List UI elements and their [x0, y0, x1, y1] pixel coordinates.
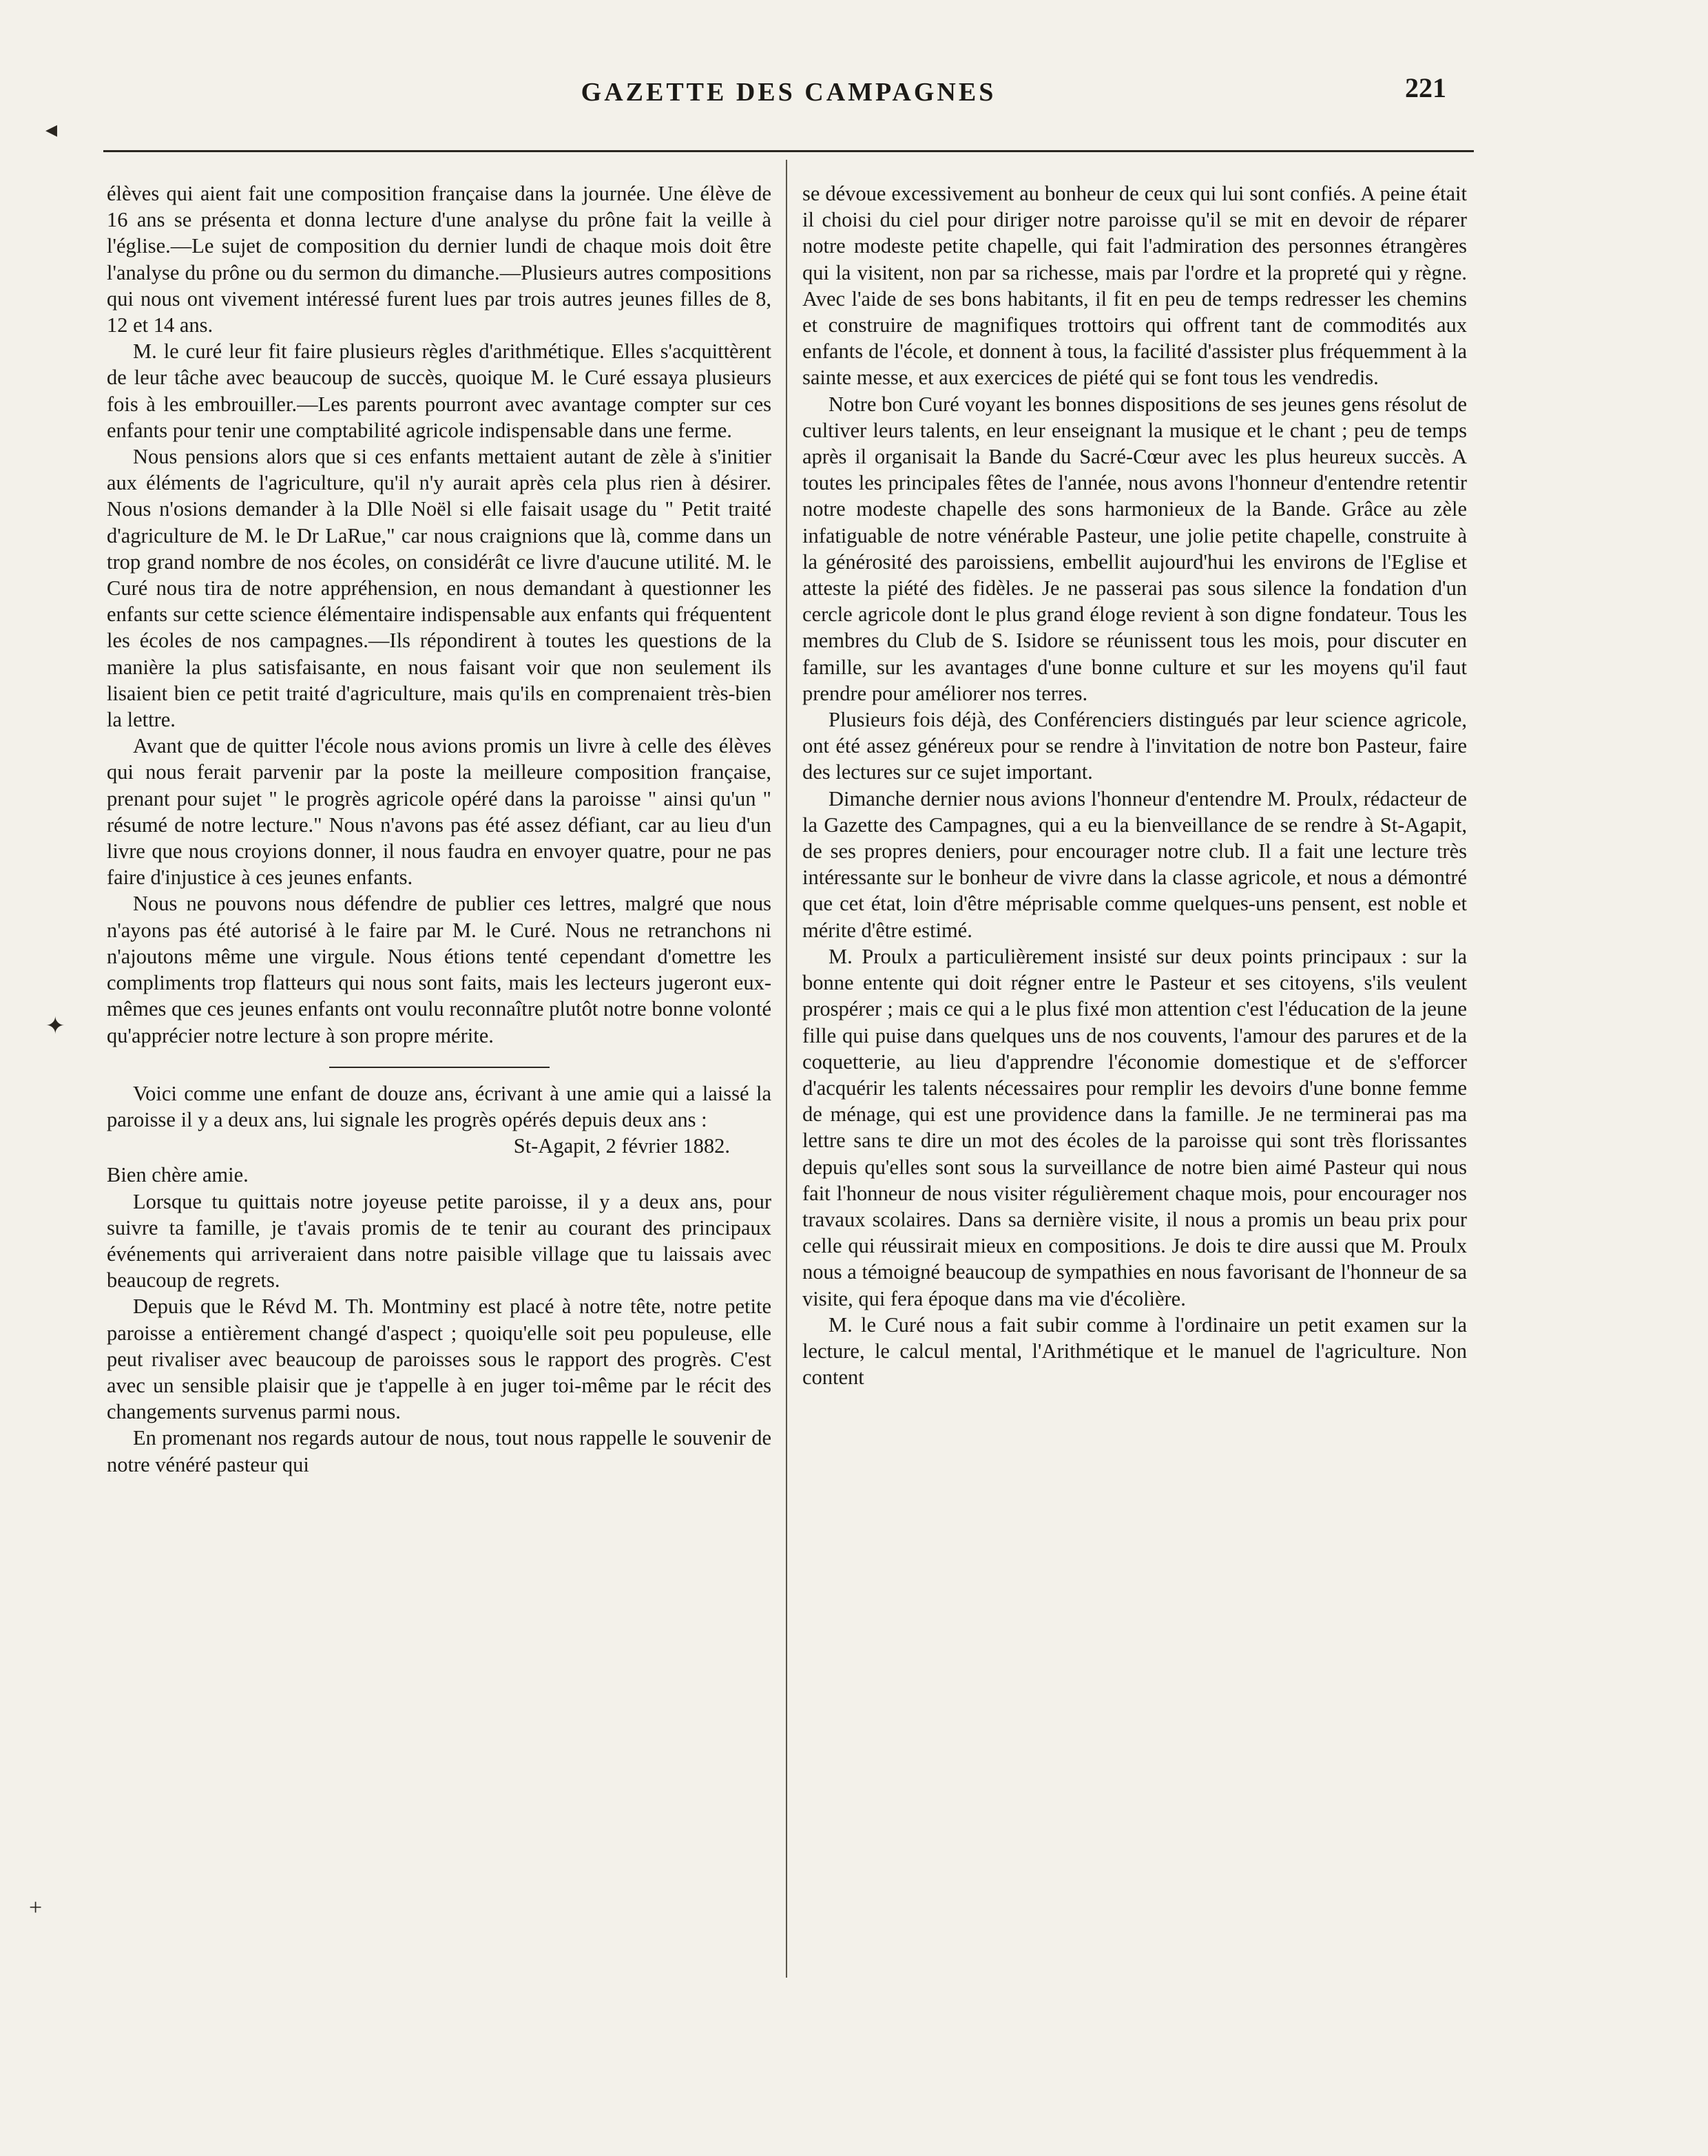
- paragraph: Depuis que le Révd M. Th. Montminy est placé à notre tête, notre petite paroisse a entièrement changé d'aspect ; quoiqu'elle soit peu populeuse, elle peut rivaliser avec beaucoup de paroisses sous le rapport des progrès. C'est avec un sensible plaisir que je t'appelle à en juger toi-même par le récit des changements survenus parmi nous.: [107, 1295, 771, 1424]
- paragraph: Notre bon Curé voyant les bonnes dispositions de ses jeunes gens résolut de cultiver leurs talents, en leur enseignant la musique et le chant ; peu de temps après il organisait la Bande du Sacré-Cœur avec les plus heureux succès. A toutes les principales fêtes de l'année, nous avons l'honneur d'entendre retentir notre modeste chapelle des sons harmonieux de la Bande. Grâce au zèle infatiguable de notre vénérable Pasteur, une jolie petite chapelle, construite à la générosité des paroissiens, embellit aujourd'hui les environs de l'Eglise et atteste la piété des fidèles. Je ne passerai pas sous silence la fondation d'un cercle agricole dont le plus grand éloge revient à son digne fondateur. Tous les membres du Club de S. Isidore se réunissent tous les mois, pour discuter en famille, sur les avantages d'une bonne culture et sur les moyens qu'il faut prendre pour améliorer nos terres.: [802, 392, 1467, 705]
- header-rule: [103, 150, 1474, 152]
- page-title: GAZETTE DES CAMPAGNES: [581, 78, 997, 107]
- letter-dateline: St-Agapit, 2 février 1882.: [513, 1134, 730, 1158]
- running-head: [103, 72, 1474, 113]
- paragraph: M. le Curé nous a fait subir comme à l'ordinaire un petit examen sur la lecture, le calcul mental, l'Arithmétique et le manuel de l'agriculture. Non content: [802, 1312, 1467, 1390]
- paragraph: Avant que de quitter l'école nous avions promis un livre à celle des élèves qui nous ferait parvenir par la poste la meilleure composition française, prenant pour sujet " le progrès agricole opéré dans la paroisse " ainsi qu'un " résumé de notre lecture." Nous n'avons pas été assez défiant, car au lieu d'un livre que nous croyions donner, il nous faudra en envoyer quatre, pour ne pas faire d'injustice à ces jeunes enfants.: [107, 734, 771, 890]
- paragraph: M. le curé leur fit faire plusieurs règles d'arithmétique. Elles s'acquittèrent de leur tâche avec beaucoup de succès, quoique M. le Curé essaya plusieurs fois à les embrouiller.—Les parents pourront avec avantage compter sur ces enfants pour tenir une comptabilité agricole indispensable dans une ferme.: [107, 339, 771, 442]
- column-divider: [786, 160, 787, 1978]
- letter-salutation: Bien chère amie.: [107, 1163, 249, 1187]
- paragraph: Voici comme une enfant de douze ans, écrivant à une amie qui a laissé la paroisse il y a deux ans, lui signale les progrès opérés depuis deux ans :: [107, 1081, 771, 1131]
- page-number: 221: [1405, 72, 1446, 103]
- paragraph: élèves qui aient fait une composition française dans la journée. Une élève de 16 ans se présenta et donna lecture d'une analyse du prône fait la veille à l'église.—Le sujet de composition du dernier lundi de chaque mois doit être l'analyse du prône ou du sermon du dimanche.—Plusieurs autres compositions qui nous ont vivement intéressé furent lues par trois autres jeunes filles de 8, 12 et 14 ans.: [107, 182, 771, 337]
- margin-mark: ✦: [45, 1014, 65, 1039]
- left-column: [107, 180, 771, 1478]
- paragraph: se dévoue excessivement au bonheur de ceux qui lui sont confiés. A peine était il choisi du ciel pour diriger notre paroisse qu'il se mit en devoir de réparer notre modeste petite chapelle, qui fait l'admiration des personnes étrangères qui la visitent, non par sa richesse, mais par l'ordre et la propreté qui y règne. Avec l'aide de ses bons habitants, il fit en peu de temps redresser les chemins et construire de magnifiques trottoirs qui offrent tant de commodités aux enfants de l'école, et donnent à tous, la facilité d'assister plus fréquemment à la sainte messe, et aux exercices de piété qui se font tous les vendredis.: [802, 182, 1467, 390]
- right-column: [802, 180, 1467, 1390]
- paragraph: M. Proulx a particulièrement insisté sur deux points principaux : sur la bonne entente qui doit régner entre le Pasteur et ses citoyens, s'ils veulent prospérer ; mais ce qui a le plus fixé mon attention c'est l'éducation de la jeune fille qui puise dans quelques uns de nos couvents, l'amour des parures et de la coquetterie, au lieu d'apprendre l'économie domestique et de s'efforcer d'acquérir les talents nécessaires pour remplir les devoirs d'une bonne femme de ménage, qui est une providence dans la famille. Je ne terminerai pas ma lettre sans te dire un mot des écoles de la paroisse qui sont très florissantes depuis qu'elles sont sous la surveillance de notre bien aimé Pasteur qui nous fait l'honneur de nous visiter régulièrement chaque mois, pour encourager nos travaux scolaires. Dans sa dernière visite, il nous a promis un beau prix pour celle qui réussirait mieux en compositions. Je dois te dire aussi que M. Proulx nous a témoigné beaucoup de sympathies en nous favorisant de l'honneur de sa visite, qui fera époque dans ma vie d'écolière.: [802, 944, 1467, 1310]
- paragraph: Plusieurs fois déjà, des Conférenciers distingués par leur science agricole, ont été assez généreux pour se rendre à l'invitation de notre bon Pasteur, faire des lectures sur ce sujet important.: [802, 708, 1467, 784]
- margin-mark: ◂: [45, 117, 58, 143]
- paragraph: Nous ne pouvons nous défendre de publier ces lettres, malgré que nous n'ayons pas été autorisé à le faire par M. le Curé. Nous ne retranchons ni n'ajoutons même une virgule. Nous étions tenté cependant d'omettre les compliments trop flatteurs qui nous sont faits, mais les lecteurs jugeront eux-mêmes que ces jeunes enfants ont voulu reconnaître plutôt notre bonne volonté qu'apprécier notre lecture à son propre mérite.: [107, 892, 771, 1047]
- paragraph: En promenant nos regards autour de nous, tout nous rappelle le souvenir de notre vénéré pasteur qui: [107, 1426, 771, 1476]
- paragraph: Lorsque tu quittais notre joyeuse petite paroisse, il y a deux ans, pour suivre ta famille, je t'avais promis de te tenir au courant des principaux événements qui arriveraient dans notre paisible village que tu laissais avec beaucoup de regrets.: [107, 1189, 771, 1292]
- section-rule: [329, 1067, 550, 1068]
- margin-mark: +: [29, 1895, 43, 1920]
- paragraph: Dimanche dernier nous avions l'honneur d'entendre M. Proulx, rédacteur de la Gazette des Campagnes, qui a eu la bienveillance de se rendre à St-Agapit, de ses propres deniers, pour encourager notre club. Il a fait une lecture très intéressante sur le bonheur de vivre dans la classe agricole, et nous a démontré que cet état, loin d'être méprisable comme quelques-uns pensent, est noble et mérite d'être estimé.: [802, 786, 1467, 942]
- paragraph: Nous pensions alors que si ces enfants mettaient autant de zèle à s'initier aux éléments de l'agriculture, qu'il n'y aurait après cela plus rien à désirer. Nous n'osions demander à la Dlle Noël si elle faisait usage du " Petit traité d'agriculture de M. le Dr LaRue," car nous craignions que là, comme dans un trop grand nombre de nos écoles, on considérât ce livre d'aucune utilité. M. le Curé nous tira de notre appréhension, en nous demandant à questionner les enfants sur cette science élémentaire indispensable aux enfants qui fréquentent les écoles de nos campagnes.—Ils répondirent à toutes les questions de la manière la plus satisfaisante, en nous faisant voir que non seulement ils lisaient bien ce petit traité d'agriculture, mais qu'ils en comprenaient très-bien la lettre.: [107, 445, 771, 732]
